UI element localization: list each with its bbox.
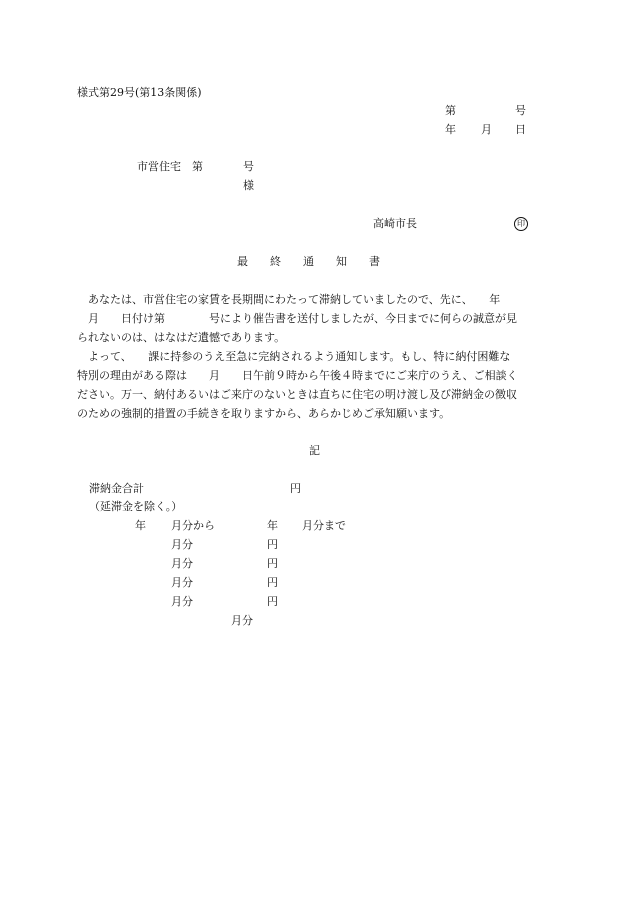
body-line: よって、 課に持参のうえ至急に完納されるよう通知します。もし、特に納付困難な <box>77 350 511 363</box>
doc-number-prefix: 第 <box>445 104 456 117</box>
document-title: 最 終 通 知 書 <box>237 255 380 268</box>
period-year-to: 年 <box>267 519 278 532</box>
ki-heading: 記 <box>309 444 320 457</box>
month-row-month: 月分 <box>171 557 193 570</box>
month-row-month: 月分 <box>171 576 193 589</box>
date-month: 月 <box>481 123 492 136</box>
doc-number-suffix: 号 <box>515 104 526 117</box>
form-label: 様式第29号(第13条関係) <box>77 86 202 99</box>
month-row-yen: 円 <box>267 538 278 551</box>
period-month-to: 月分まで <box>302 519 346 532</box>
addressee-honorific: 様 <box>243 179 254 192</box>
body-line: 月 日付け第 号により催告書を送付しましたが、今日までに何らの誠意が見 <box>77 312 517 325</box>
body-line: られないのは、はなはだ遺憾であります。 <box>77 331 286 344</box>
month-row-month: 月分 <box>171 538 193 551</box>
month-row-yen: 円 <box>267 595 278 608</box>
seal-mark: 印 <box>514 217 528 231</box>
month-row-yen: 円 <box>267 557 278 570</box>
period-month-from: 月分から <box>171 519 215 532</box>
body-line: のための強制的措置の手続きを取りますから、あらかじめご承知願います。 <box>77 407 451 420</box>
date-day: 日 <box>515 123 526 136</box>
body-line: 特別の理由がある際は 月 日午前９時から午後４時までにご来庁のうえ、ご相談く <box>77 369 518 382</box>
sender-title: 高崎市長 <box>373 217 417 230</box>
addressee-number-suffix: 号 <box>243 160 254 173</box>
total-note: （延滞金を除く。） <box>89 500 183 513</box>
body-line: あなたは、市営住宅の家賃を長期間にわたって滞納していましたので、先に、 年 <box>77 293 501 306</box>
addressee-line: 市営住宅 第 <box>137 160 203 173</box>
period-year-from: 年 <box>135 519 146 532</box>
last-month: 月分 <box>231 614 253 627</box>
month-row-yen: 円 <box>267 576 278 589</box>
total-yen: 円 <box>290 482 301 495</box>
body-line: ださい。万一、納付あるいはご来庁のないときは直ちに住宅の明け渡し及び滞納金の徴収 <box>77 388 517 401</box>
total-label: 滞納金合計 <box>89 482 144 495</box>
date-year: 年 <box>445 123 456 136</box>
month-row-month: 月分 <box>171 595 193 608</box>
